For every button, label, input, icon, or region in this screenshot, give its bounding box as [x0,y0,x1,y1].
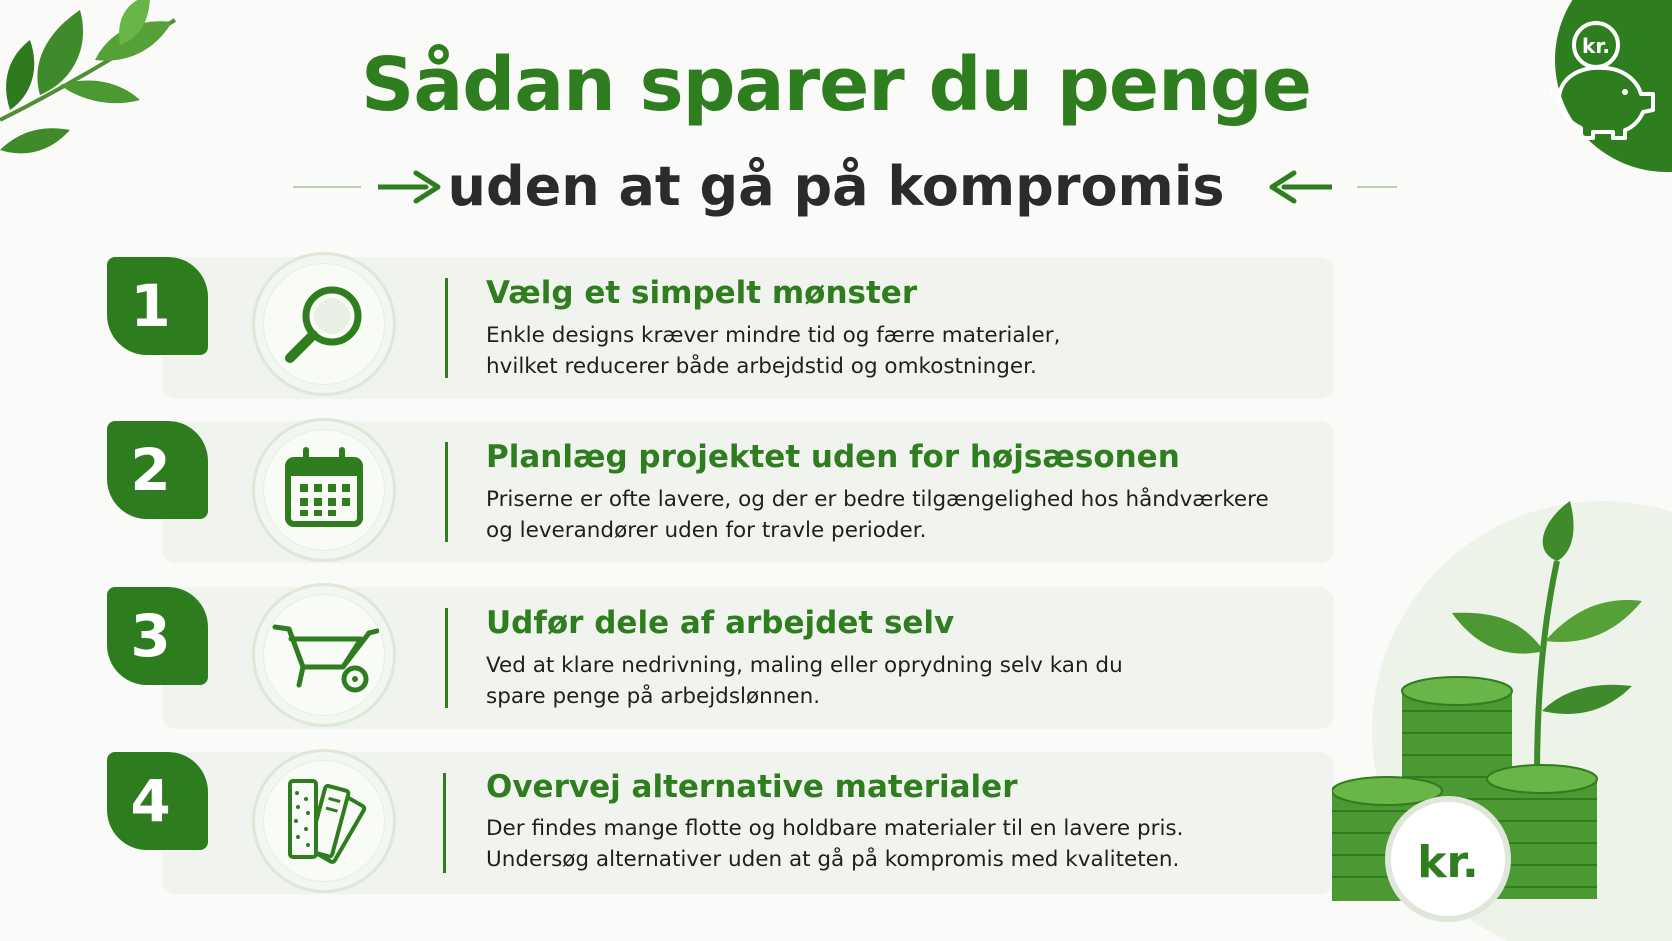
step-number-badge: 2 [107,421,208,519]
tip-description [486,320,1346,382]
coins-plant-illustration [1332,501,1672,941]
tip-description-line: hvilket reducerer både arbejdstid og omkostninger. [486,354,1037,379]
magnifier-icon [252,252,396,396]
subtitle-row [0,152,1672,222]
tip-description-line: spare penge på arbejdslønnen. [486,684,821,709]
divider-line [445,278,448,378]
piggy-coin-label: kr. [1582,34,1610,58]
divider-line [445,442,448,542]
coin-label: kr. [1417,837,1479,888]
tip-description-line: Der findes mange flotte og holdbare materialer til en lavere pris. [486,816,1184,841]
tip-title: Planlæg projektet uden for højsæsonen [486,439,1180,475]
tip-description-line: Undersøg alternativer uden at gå på kompromis med kvaliteten. [486,847,1180,872]
right-thin-line [1357,186,1397,188]
tip-description-line: Enkle designs kræver mindre tid og færre materialer, [486,323,1061,348]
step-number-badge: 3 [107,587,208,685]
tip-description [486,813,1346,875]
divider-line [445,608,448,708]
arrow-left-icon [1262,170,1332,204]
page-subtitle: uden at gå på kompromis [447,155,1225,218]
tip-description [486,484,1346,546]
divider-line [443,773,446,873]
step-number-badge: 1 [107,257,208,355]
step-number-badge: 4 [107,752,208,850]
material-samples-icon [252,749,396,893]
calendar-icon [252,418,396,562]
tip-description [486,650,1346,712]
tip-title: Overvej alternative materialer [486,769,1018,805]
tip-description-line: og leverandører uden for travle perioder. [486,518,927,543]
wheelbarrow-icon [252,583,396,727]
tip-title: Vælg et simpelt mønster [486,275,918,311]
page-title: Sådan sparer du penge [361,42,1311,128]
tip-title: Udfør dele af arbejdet selv [486,605,955,641]
tip-description-line: Priserne er ofte lavere, og der er bedre tilgængelighed hos håndværkere [486,487,1269,512]
tip-description-line: Ved at klare nedrivning, maling eller oprydning selv kan du [486,653,1123,678]
